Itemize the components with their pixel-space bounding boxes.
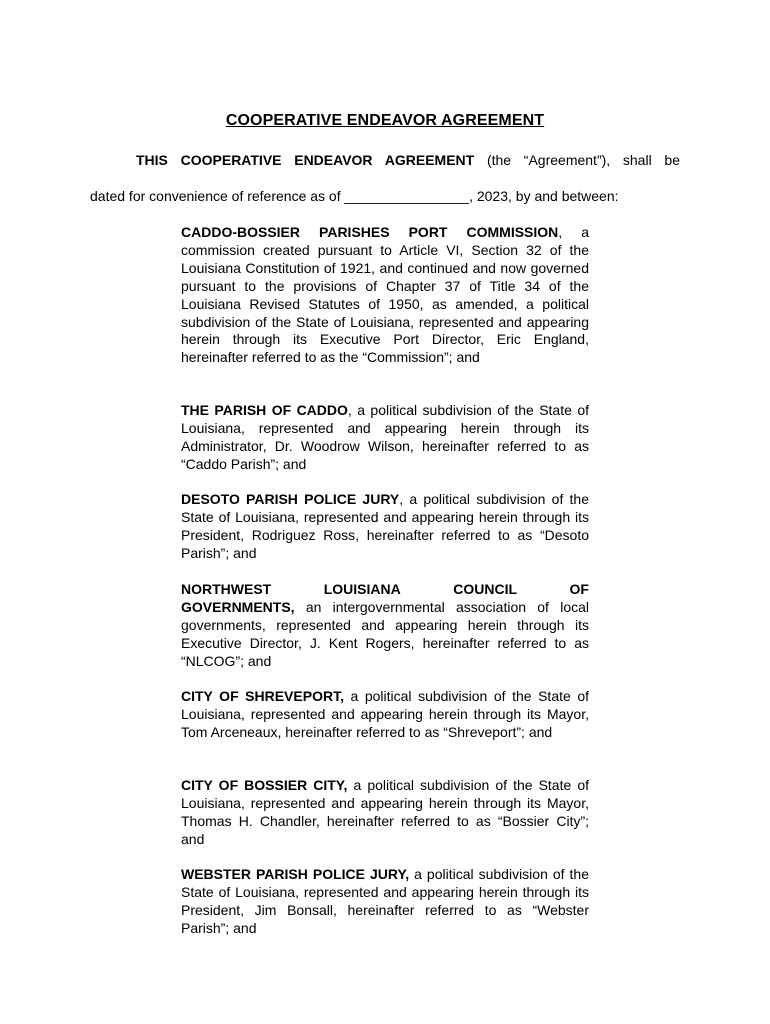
party-name-word: LOUISIANA — [323, 581, 401, 597]
party-name: GOVERNMENTS, — [181, 598, 295, 615]
party-name: CITY OF BOSSIER CITY, — [181, 777, 348, 793]
party-description: a political subdivision of the State of Louisiana, represented and appearing herein through its Mayor, Tom Arceneaux, hereinafter referred to as “Shreveport”; and — [181, 688, 589, 740]
party-name: DESOTO PARISH POLICE JURY — [181, 491, 400, 507]
party-description: a political subdivision of the State of Louisiana, represented and appearing herein through its Mayor, Thomas H. Chandler, hereinafter referred to as “Bossier City”; and — [181, 777, 589, 847]
party-parish-of-caddo — [181, 402, 589, 474]
party-name: CADDO-BOSSIER PARISHES PORT COMMISSION — [181, 224, 559, 240]
party-city-of-bossier-city — [181, 777, 589, 849]
party-description: , a political subdivision of the State of Louisiana, represented and appearing herein through its President, Rodriguez Ross, hereinafter referred to as “Desoto Parish”; and — [181, 491, 589, 561]
party-name: THE PARISH OF CADDO — [181, 402, 348, 418]
party-description: , a commission created pursuant to Article VI, Section 32 of the Louisiana Constitution of 1921, and continued and now governed pursuant to the provisions of Chapter 37 of Title 34 of the Louisiana Revised Statutes of 1950, as amended, a political subdivision of the State of Louisiana, represented and appearing herein through its Executive Port Director, Eric England, hereinafter referred to as the “Commission”; and — [181, 224, 589, 366]
party-city-of-shreveport — [181, 688, 589, 742]
party-body — [181, 599, 589, 671]
party-description: , a political subdivision of the State of Louisiana, represented and appearing herein through its Administrator, Dr. Woodrow Wilson, hereinafter referred to as “Caddo Parish”; and — [181, 402, 589, 472]
intro-lead-rest: (the “Agreement”), shall be — [474, 152, 680, 168]
party-name-word: COUNCIL — [453, 581, 518, 597]
party-port-commission — [181, 224, 589, 367]
party-name: CITY OF SHREVEPORT, — [181, 688, 344, 704]
party-description: a political subdivision of the State of Louisiana, represented and appearing herein through its President, Jim Bonsall, hereinafter referred to as “Webster Parish”; and — [181, 866, 590, 936]
document-title: COOPERATIVE ENDEAVOR AGREEMENT — [225, 112, 545, 129]
party-name-word: OF — [569, 581, 589, 597]
intro-line-1 — [136, 152, 680, 168]
party-name: WEBSTER PARISH POLICE JURY, — [181, 866, 410, 882]
party-description: an intergovernmental association of local governments, represented and appearing herein through its Executive Director, J. Kent Rogers, hereinafter referred to as “NLCOG”; and — [181, 598, 589, 669]
party-desoto-parish — [181, 491, 589, 563]
intro-lead-bold: THIS COOPERATIVE ENDEAVOR AGREEMENT — [136, 152, 475, 168]
party-name-line-1 — [181, 581, 589, 599]
party-webster-parish — [181, 866, 589, 938]
party-name-word: NORTHWEST — [181, 581, 272, 597]
party-nlcog — [181, 581, 589, 671]
intro-line-2: dated for convenience of reference as of ________________, 2023, by and between: — [90, 188, 619, 204]
